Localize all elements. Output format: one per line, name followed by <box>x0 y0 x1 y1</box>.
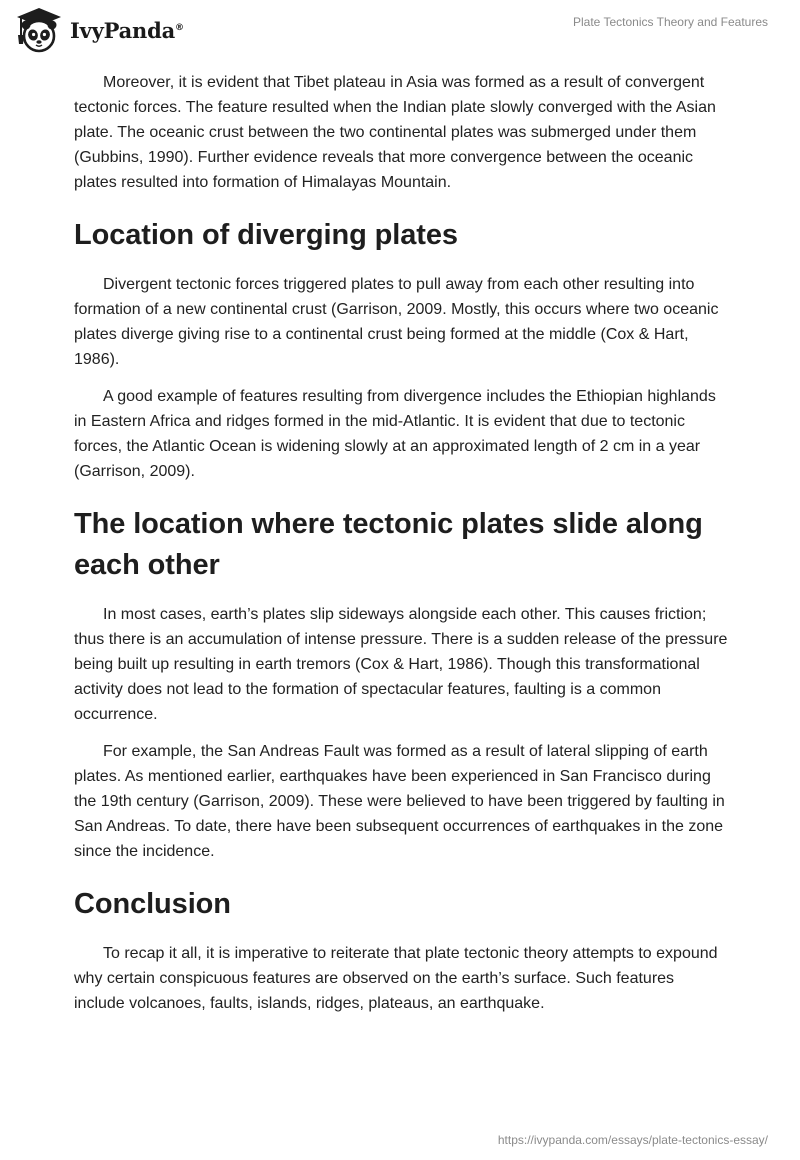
paragraph: A good example of features resulting from divergence includes the Ethiopian highlands in Eastern Africa and ridges formed in the mid-Atlantic. It is evident that due to tectonic forces, the Atlantic Ocean is widening slowly at an approximated length of 2 cm in a year (Garrison, 2009). <box>74 388 716 480</box>
panda-graduate-icon <box>14 6 64 54</box>
registered-mark: ® <box>175 22 184 33</box>
heading-sliding-plates: The location where tectonic plates slide along each other <box>74 508 703 581</box>
paragraph: For example, the San Andreas Fault was formed as a result of lateral slipping of earth plates. As mentioned earlier, earthquakes have been experienced in San Francisco during the 19th century (Garrison, 2009). These were believed to have been triggered by faulting in San Andreas. To date, there have been subsequent occurrences of earthquakes in the zone since the incidence. <box>74 743 725 860</box>
heading-conclusion: Conclusion <box>74 888 231 920</box>
source-url-link[interactable]: https://ivypanda.com/essays/plate-tectonics-essay/ <box>497 1133 768 1147</box>
intro-paragraph: Moreover, it is evident that Tibet plateau in Asia was formed as a result of convergent tectonic forces. The feature resulted when the Indian plate slowly converged with the Asian plate. The oceanic crust between the two continental plates was submerged under them (Gubbins, 1990). Further evidence reveals that more convergence between the oceanic plates resulted into formation of Himalayas Mountain. <box>74 74 716 191</box>
heading-diverging-plates: Location of diverging plates <box>74 219 458 251</box>
ivypanda-logo[interactable] <box>14 6 184 54</box>
essay-body <box>74 70 728 1028</box>
page-header <box>0 0 800 60</box>
paragraph: To recap it all, it is imperative to reiterate that plate tectonic theory attempts to expound why certain conspicuous features are observed on the earth’s surface. Such features include volcanoes, faults, islands, ridges, plateaus, an earthquake. <box>74 945 718 1012</box>
logo-wordmark: IvyPanda® <box>70 17 184 43</box>
paragraph: Divergent tectonic forces triggered plates to pull away from each other resulting into formation of a new continental crust (Garrison, 2009. Mostly, this occurs where two oceanic plates diverge giving rise to a continental crust being formed at the middle (Cox & Hart, 1986). <box>74 276 719 368</box>
document-title: Plate Tectonics Theory and Features <box>573 15 768 29</box>
paragraph: In most cases, earth’s plates slip sideways alongside each other. This causes friction; thus there is an accumulation of intense pressure. There is a sudden release of the pressure being built up resulting in earth tremors (Cox & Hart, 1986). Though this transformational activity does not lead to the formation of spectacular features, faulting is a common occurrence. <box>74 606 728 723</box>
